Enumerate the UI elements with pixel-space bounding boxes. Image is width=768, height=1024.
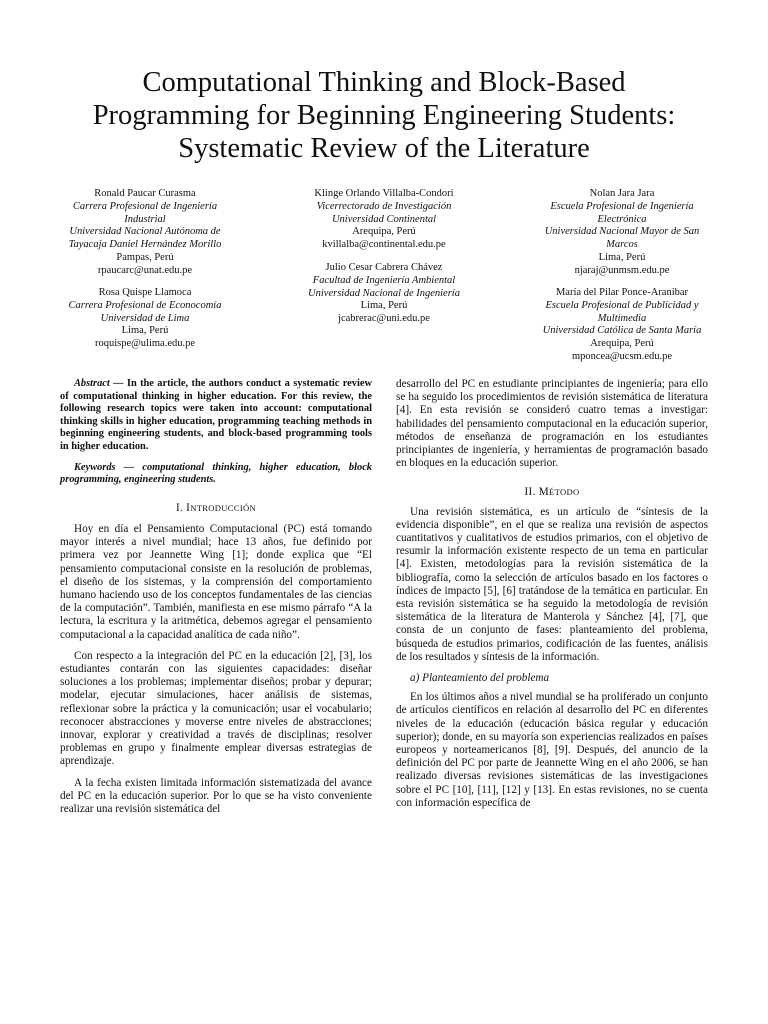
author-email: mponcea@ucsm.edu.pe: [571, 350, 673, 362]
author-location: Lima, Perú: [121, 325, 169, 337]
paragraph: Una revisión sistemática, es un artículo de “síntesis de la evidencia disponible”, en el que se realiza una revisión de aspectos cuantitativos y cualitativos de estudios primarios, con el objetivo de resumir la información existente respecto de un tema en particular [4]. Existen, metodologías para la revisión sistemática de la bibliografía, como la selección de artículos basado en los factores o índices de impacto [5], [6] tratándose de la temática en particular. En esta revisión sistemática se ha seguido la metodología de revisión sistemática de la literatura de Manterola y Sánchez [4], [7], que consta de un conjunto de fases: planteamiento del problema, búsqueda de estudios primarios, codificación de las fuentes, análisis de los resultados y síntesis de la información.: [396, 505, 708, 663]
author-affiliation: Universidad Nacional de Ingeniería: [308, 287, 460, 299]
author-affiliation: Marcos: [606, 239, 638, 251]
author-affiliation: Carrera Profesional de Ingeniería: [72, 200, 218, 212]
author-name: Julio Cesar Cabrera Chávez: [325, 262, 443, 273]
author-email: jcabrerac@uni.edu.pe: [338, 313, 430, 325]
author-block-5: [516, 188, 728, 278]
keywords-text: — computational thinking, higher education, block programming, engineering students.: [60, 461, 372, 486]
author-affiliation: Multimedia: [597, 312, 647, 324]
section-heading-introduccion: I. INTRODUCCIÓN: [175, 501, 257, 514]
author-email: njaraj@unmsm.edu.pe: [574, 264, 670, 276]
paragraph: Hoy en día el Pensamiento Computacional (PC) está tomando mayor interés a nivel mundial; hace 13 años, fue definido por primera vez por Jeannette Wing [1]; donde explica que “El pensamiento computacional consiste en la resolución de problemas, el diseño de los sistemas, y la comprensión del comportamiento humano haciendo uso de los conceptos fundamentales de las ciencias de la computación”. También, manifiesta en ese mismo párrafo “A la lectura, la escritura y la aritmética, debemos agregar el pensamiento computacional a la capacidad analítica de cada niño”.: [60, 522, 372, 641]
author-name: María del Pilar Ponce-Aranibar: [555, 287, 689, 298]
author-affiliation: Vicerrectorado de Investigación: [316, 200, 452, 212]
author-name: Ronald Paucar Curasma: [94, 188, 196, 199]
author-location: Pampas, Perú: [116, 251, 174, 263]
paragraph: Con respecto a la integración del PC en la educación [2], [3], los estudiantes contarán con las siguientes capacidades: diseñar soluciones a los problemas; implementar diseños; probar y depurar; modelar, ejecutar simulaciones, hacer análisis de sistemas, reflexionar sobre la práctica y la comunicación; usar el vocabulario; reconocer abstracciones y moverse entre niveles de abstracciones; innovar, explorar y creatividad a través de disciplinas; resolver problemas en grupo y finalmente emplear diversas estrategias de aprendizaje.: [60, 649, 372, 768]
author-affiliation: Industrial: [124, 213, 166, 225]
author-affiliation: Facultad de Ingeniería Ambiental: [312, 274, 456, 286]
subsection-heading: a) Planteamiento del problema: [410, 672, 550, 685]
left-column: [60, 378, 372, 816]
paragraph: desarrollo del PC en estudiante principiantes de ingeniería; para ello se ha seguido los procedimientos de revisión sistemática de literatura [4]. En esta revisión se consideró cuatro temas a investigar: habilidades del pensamiento computacional en la educación superior, métodos de enseñanza de programación en los estudiantes principiantes de ingeniería, y herramientas de programación basado en bloques en la educación superior.: [396, 378, 708, 470]
paper-title: [40, 66, 728, 165]
right-column: [396, 378, 708, 810]
author-block-2: [40, 287, 250, 351]
author-affiliation: Universidad de Lima: [100, 312, 190, 324]
author-affiliation: Escuela Profesional de Publicidad y: [545, 299, 699, 311]
abstract: [60, 378, 372, 454]
title-line-3: Systematic Review of the Literature: [178, 133, 590, 164]
author-block-4: [280, 262, 488, 326]
title-line-1: Computational Thinking and Block-Based: [142, 67, 626, 98]
paragraph: En los últimos años a nivel mundial se ha proliferado un conjunto de artículos científicos en relación al desarrollo del PC en diferentes niveles de la educación (educación básica regular y educación superior); donde, en su mayoría son experiencias realizados en países europeos y norteamericanos [8], [9]. Después, del anuncio de la definición del PC por parte de Jeannette Wing en el año 2006, se han realizado diversas revisiones sistemáticas de las investigaciones sobre el PC [10], [11], [12] y [13]. En estas revisiones, no se cuenta con información específica de: [396, 691, 708, 809]
author-affiliation: Tayacaja Daniel Hernández Morillo: [68, 239, 222, 251]
author-email: roquispe@ulima.edu.pe: [94, 338, 196, 350]
author-block-3: [280, 188, 488, 252]
author-location: Arequipa, Perú: [352, 226, 416, 238]
title-line-2: Programming for Beginning Engineering Students:: [92, 100, 676, 131]
keywords-label: Keywords: [74, 461, 116, 473]
author-name: Rosa Quispe Llamoca: [98, 287, 192, 298]
paragraph: A la fecha existen limitada información sistematizada del avance del PC en la educación superior. Por lo que se ha visto conveniente realizar una revisión sistemática del: [60, 776, 372, 816]
author-location: Lima, Perú: [598, 251, 646, 263]
author-location: Arequipa, Perú: [590, 338, 654, 350]
keywords: [60, 462, 372, 487]
author-name: Nolan Jara Jara: [589, 188, 655, 199]
author-email: kvillalba@continental.edu.pe: [322, 239, 446, 251]
author-affiliation: Universidad Nacional Autónoma de: [69, 226, 221, 238]
author-email: rpaucarc@unat.edu.pe: [97, 264, 193, 276]
section-heading-metodo: II. MÉTODO: [524, 486, 580, 499]
abstract-label: Abstract: [74, 378, 110, 389]
author-affiliation: Carrera Profesional de Econocomía: [68, 299, 222, 311]
author-affiliation: Universidad Continental: [331, 213, 437, 225]
author-affiliation: Universidad Católica de Santa María: [542, 325, 702, 337]
author-affiliation: Universidad Nacional Mayor de San: [544, 226, 700, 238]
author-block-6: [516, 287, 728, 364]
author-affiliation: Escuela Profesional de Ingeniería: [550, 200, 694, 212]
author-block-1: [40, 188, 250, 278]
author-affiliation: Electrónica: [597, 213, 647, 225]
abstract-text: — In the article, the authors conduct a systematic review of computational thinking in higher education. For this review, the following research topics were taken into account: computational thinking skills in higher education, programming teaching methods in beginning engineering students, and block-based programming tools in higher education.: [60, 378, 372, 452]
author-location: Lima, Perú: [360, 300, 408, 312]
author-name: Klinge Orlando Villalba-Condori: [314, 188, 454, 199]
